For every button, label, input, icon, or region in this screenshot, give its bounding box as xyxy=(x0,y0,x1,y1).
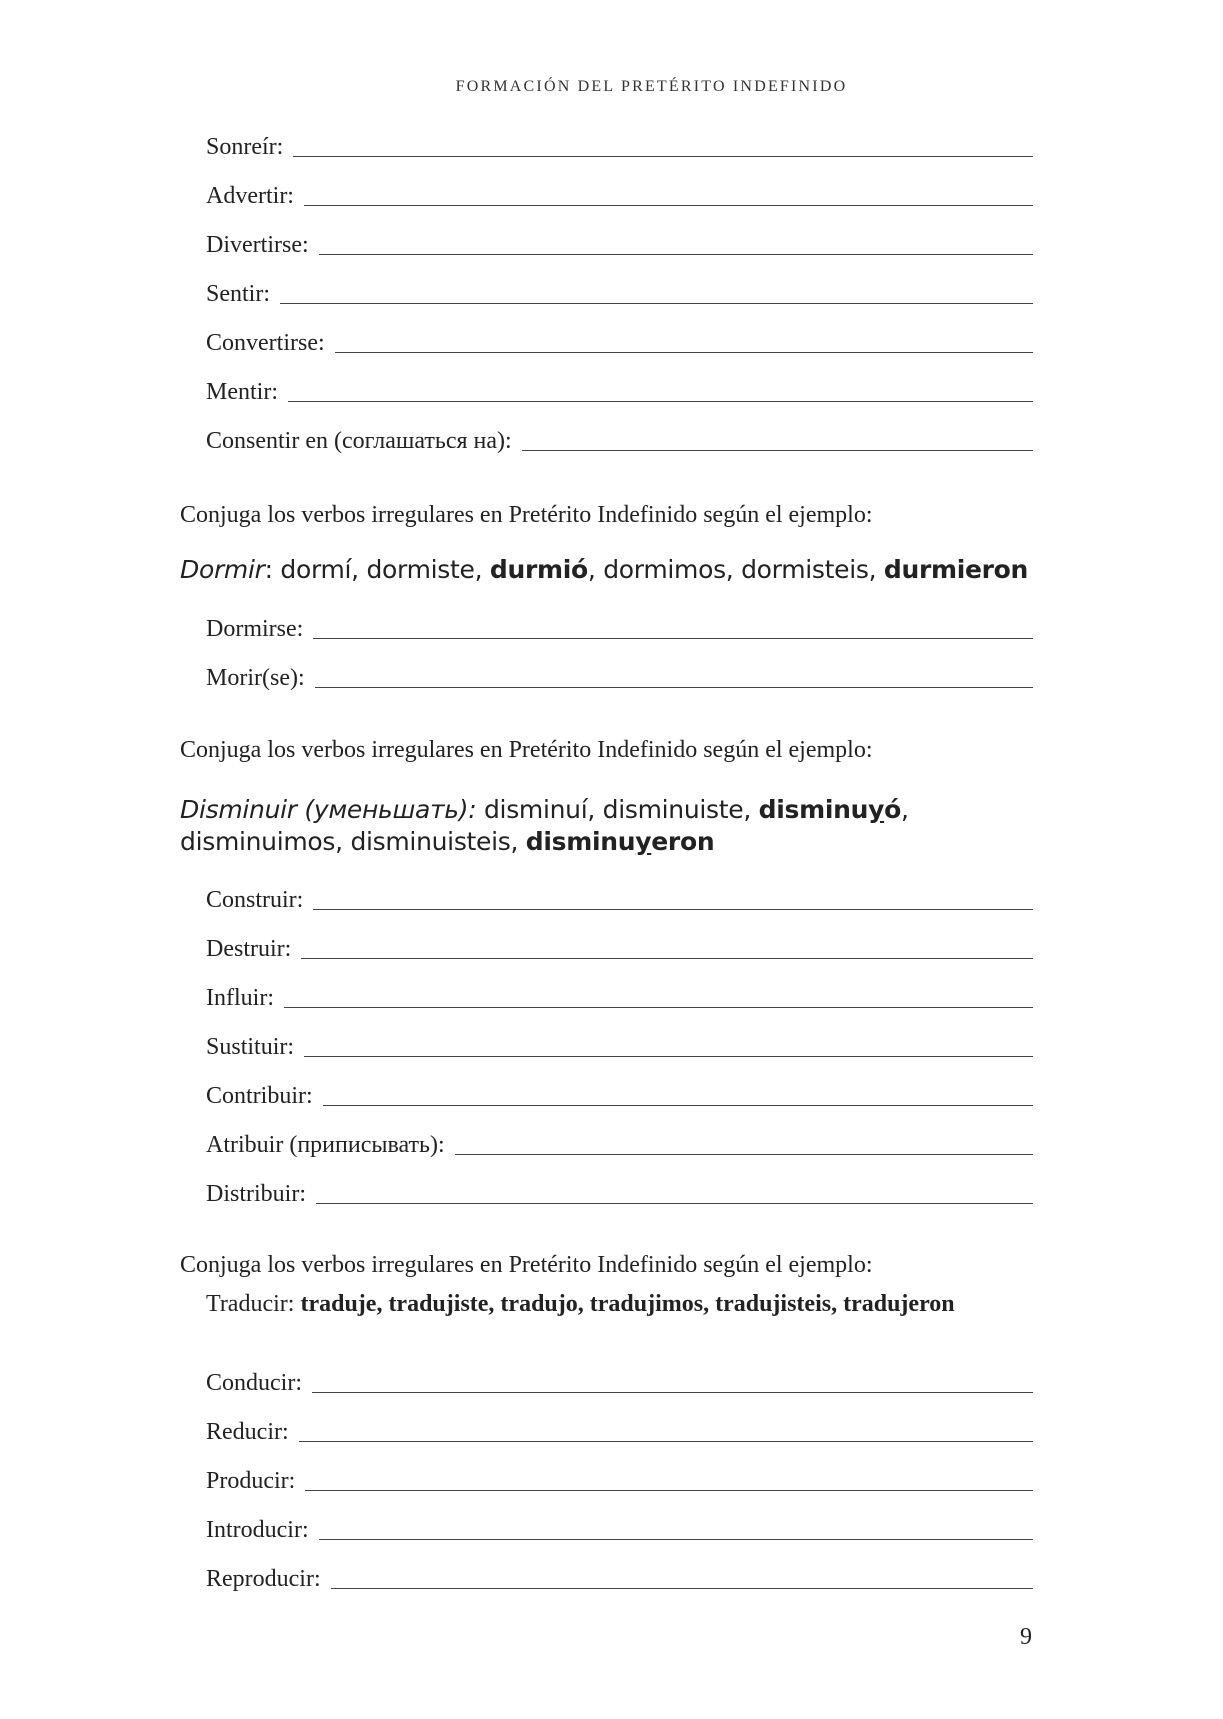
verb-label: Influir: xyxy=(206,985,274,1011)
answer-blank[interactable] xyxy=(312,1392,1033,1393)
fill-in-row xyxy=(206,1563,1033,1593)
answer-blank[interactable] xyxy=(293,156,1033,157)
answer-blank[interactable] xyxy=(316,1203,1033,1204)
fill-in-row xyxy=(206,1031,1033,1061)
example-traducir: Traducir: traduje, tradujiste, tradujo, tradujimos, tradujisteis, tradujeron xyxy=(206,1291,955,1317)
fill-in-row xyxy=(206,884,1033,914)
verb-label: Reproducir: xyxy=(206,1566,321,1592)
instruction-2: Conjuga los verbos irregulares en Pretérito Indefinido según el ejemplo: xyxy=(180,502,873,528)
example-disminuir-line1: Disminuir (уменьшать): disminuí, disminuiste, disminuyó, xyxy=(180,795,909,824)
example-disminuir-line2: disminuimos, disminuisteis, disminuyeron xyxy=(180,827,715,856)
answer-blank[interactable] xyxy=(304,1056,1033,1057)
fill-in-row xyxy=(206,425,1033,455)
fill-in-row xyxy=(206,131,1033,161)
verb-label: Producir: xyxy=(206,1468,296,1494)
fill-in-row xyxy=(206,1514,1033,1544)
verb-label: Dormirse: xyxy=(206,616,304,642)
answer-blank[interactable] xyxy=(315,687,1033,688)
verb-label: Reducir: xyxy=(206,1419,289,1445)
verb-label: Destruir: xyxy=(206,936,292,962)
answer-blank[interactable] xyxy=(284,1007,1033,1008)
answer-blank[interactable] xyxy=(299,1441,1033,1442)
answer-blank[interactable] xyxy=(301,958,1033,959)
answer-blank[interactable] xyxy=(455,1154,1033,1155)
verb-label: Conducir: xyxy=(206,1370,302,1396)
fill-in-row xyxy=(206,613,1033,643)
running-header: FORMACIÓN DEL PRETÉRITO INDEFINIDO xyxy=(455,78,848,95)
verb-label: Divertirse: xyxy=(206,232,309,258)
answer-blank[interactable] xyxy=(319,254,1033,255)
answer-blank[interactable] xyxy=(313,638,1033,639)
verb-label: Atribuir (приписывать): xyxy=(206,1132,445,1158)
verb-label: Contribuir: xyxy=(206,1083,313,1109)
answer-blank[interactable] xyxy=(280,303,1033,304)
answer-blank[interactable] xyxy=(304,205,1033,206)
fill-in-row xyxy=(206,933,1033,963)
answer-blank[interactable] xyxy=(288,401,1033,402)
answer-blank[interactable] xyxy=(335,352,1033,353)
answer-blank[interactable] xyxy=(305,1490,1033,1491)
fill-in-row xyxy=(206,278,1033,308)
answer-blank[interactable] xyxy=(522,450,1033,451)
fill-in-row xyxy=(206,1465,1033,1495)
fill-in-row xyxy=(206,376,1033,406)
answer-blank[interactable] xyxy=(313,909,1033,910)
verb-label: Construir: xyxy=(206,887,304,913)
page-number: 9 xyxy=(1020,1624,1032,1650)
verb-label: Sentir: xyxy=(206,281,270,307)
instruction-3: Conjuga los verbos irregulares en Pretérito Indefinido según el ejemplo: xyxy=(180,737,873,763)
fill-in-row xyxy=(206,982,1033,1012)
instruction-4: Conjuga los verbos irregulares en Pretérito Indefinido según el ejemplo: xyxy=(180,1252,873,1278)
verb-label: Convertirse: xyxy=(206,330,325,356)
verb-label: Mentir: xyxy=(206,379,278,405)
fill-in-row xyxy=(206,662,1033,692)
fill-in-row xyxy=(206,229,1033,259)
verb-label: Sustituir: xyxy=(206,1034,295,1060)
fill-in-row xyxy=(206,1080,1033,1110)
fill-in-row xyxy=(206,1178,1033,1208)
fill-in-row xyxy=(206,1129,1033,1159)
fill-in-row xyxy=(206,327,1033,357)
verb-label: Advertir: xyxy=(206,183,294,209)
answer-blank[interactable] xyxy=(323,1105,1033,1106)
verb-label: Morir(se): xyxy=(206,665,305,691)
answer-blank[interactable] xyxy=(331,1588,1033,1589)
verb-label: Distribuir: xyxy=(206,1181,306,1207)
fill-in-row xyxy=(206,180,1033,210)
fill-in-row xyxy=(206,1367,1033,1397)
example-dormir: Dormir: dormí, dormiste, durmió, dormimos, dormisteis, durmieron xyxy=(180,555,1029,584)
verb-label: Introducir: xyxy=(206,1517,309,1543)
verb-label: Consentir en (соглашаться на): xyxy=(206,428,512,454)
fill-in-row xyxy=(206,1416,1033,1446)
answer-blank[interactable] xyxy=(319,1539,1033,1540)
verb-label: Sonreír: xyxy=(206,134,284,160)
